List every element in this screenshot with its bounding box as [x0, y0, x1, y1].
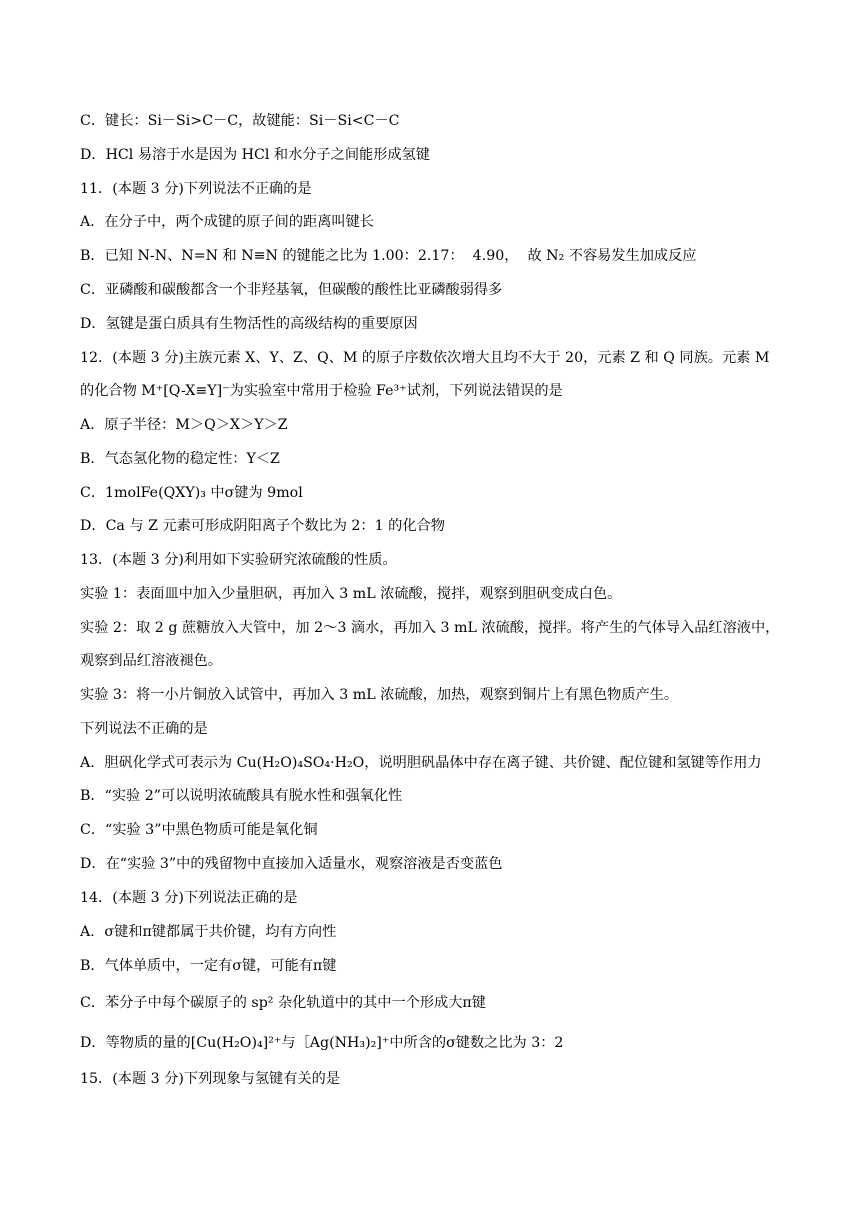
option-a-q13: A．胆矾化学式可表示为 Cu(H₂O)₄SO₄·H₂O，说明胆矾晶体中存在离子键、共价键、配位键和氢键等作用力	[80, 755, 762, 771]
experiment-3: 实验 3：将一小片铜放入试管中，再加入 3 mL 浓硫酸，加热，观察到铜片上有黑色物质产生。	[80, 687, 679, 703]
experiment-1: 实验 1：表面皿中加入少量胆矾，再加入 3 mL 浓硫酸，搅拌，观察到胆矾变成白色。	[80, 586, 622, 602]
question-13-prompt: 下列说法不正确的是	[80, 721, 208, 737]
option-b-q12: B．气态氢化物的稳定性：Y＜Z	[80, 451, 280, 467]
option-c-q12: C．1molFe(QXY)₃ 中σ键为 9mol	[80, 485, 303, 501]
option-c-q10: C．键长：Si－Si>C－C，故键能：Si－Si<C－C	[80, 113, 400, 129]
option-a-q11: A．在分子中，两个成键的原子间的距离叫键长	[80, 214, 374, 230]
experiment-2: 实验 2：取 2 g 蔗糖放入大管中，加 2～3 滴水，再加入 3 mL 浓硫酸，搅拌。将产生的气体导入品红溶液中，	[80, 620, 780, 636]
option-b-q14: B．气体单质中，一定有σ键，可能有π键	[80, 958, 337, 974]
option-d-q13: D．在“实验 3”中的残留物中直接加入适量水，观察溶液是否变蓝色	[80, 856, 503, 872]
question-13-stem: 13．(本题 3 分)利用如下实验研究浓硫酸的性质。	[80, 552, 397, 568]
option-a-q12: A．原子半径：M＞Q＞X＞Y＞Z	[80, 417, 288, 433]
option-d-q12: D．Ca 与 Z 元素可形成阴阳离子个数比为 2：1 的化合物	[80, 518, 445, 534]
question-11-stem: 11．(本题 3 分)下列说法不正确的是	[80, 181, 312, 197]
option-c-q13: C．“实验 3”中黑色物质可能是氧化铜	[80, 822, 318, 838]
question-14-stem: 14．(本题 3 分)下列说法正确的是	[80, 890, 298, 906]
question-15-stem: 15．(本题 3 分)下列现象与氢键有关的是	[80, 1071, 340, 1087]
option-d-q11: D．氢键是蛋白质具有生物活性的高级结构的重要原因	[80, 316, 418, 332]
question-12-stem: 12．(本题 3 分)主族元素 X、Y、Z、Q、M 的原子序数依次增大且均不大于 20，元素 Z 和 Q 同族。元素 M	[80, 350, 770, 366]
option-b-q13: B．“实验 2”可以说明浓硫酸具有脱水性和强氧化性	[80, 788, 403, 804]
question-12-stem-cont: 的化合物 M⁺[Q-X≡Y]⁻为实验室中常用于检验 Fe³⁺试剂，下列说法错误的是	[80, 383, 563, 399]
option-a-q14: A．σ键和π键都属于共价键，均有方向性	[80, 924, 337, 940]
experiment-2-cont: 观察到品红溶液褪色。	[80, 653, 222, 669]
option-d-q14: D．等物质的量的[Cu(H₂O)₄]²⁺与［Ag(NH₃)₂]⁺中所含的σ键数之比为 3：2	[80, 1035, 564, 1051]
option-c-q11: C．亚磷酸和碳酸都含一个非羟基氧，但碳酸的酸性比亚磷酸弱得多	[80, 282, 503, 298]
option-d-q10: D．HCl 易溶于水是因为 HCl 和水分子之间能形成氢键	[80, 147, 430, 163]
option-b-q11: B．已知 N-N、N=N 和 N≡N 的键能之比为 1.00：2.17： 4.90， 故 N₂ 不容易发生加成反应	[80, 248, 697, 264]
option-c-q14: C．苯分子中每个碳原子的 sp² 杂化轨道中的其中一个形成大π键	[80, 995, 486, 1011]
